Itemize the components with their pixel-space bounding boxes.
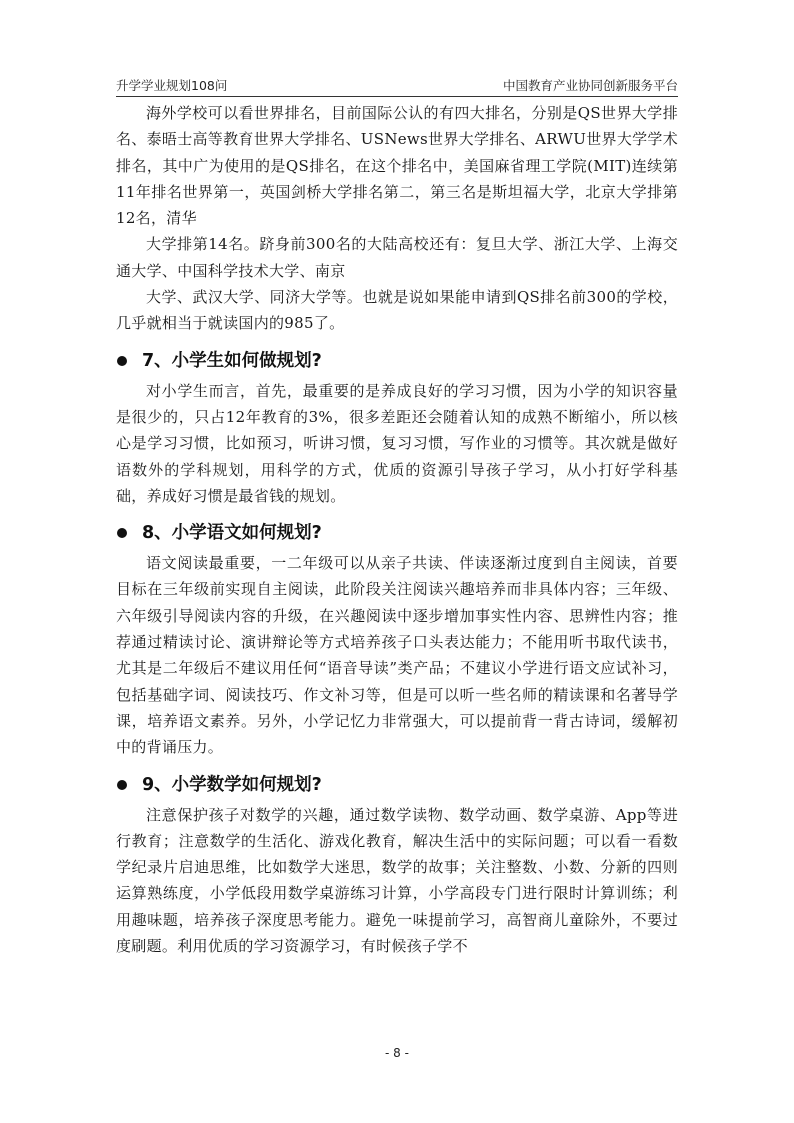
- intro-paragraph: 大学排第14名。跻身前300名的大陆高校还有：复旦大学、浙江大学、上海交通大学、中国科学技术大学、南京: [116, 235, 678, 280]
- section-paragraph-7: 对小学生而言，首先，最重要的是养成良好的学习习惯，因为小学的知识容量是很少的，只占12年教育的3%，很多差距还会随着认知的成熟不断缩小，所以核心是学习习惯，比如预习，听讲习惯，复习习惯，写作业的习惯等。其次就是做好语数外的学科规划，用科学的方式，优质的资源引导孩子学习，从小打好学科基础，养成好习惯是最省钱的规划。: [116, 381, 678, 505]
- section-heading-8: [116, 519, 678, 547]
- header-left-title: 升学学业规划108问: [116, 78, 228, 93]
- section-paragraph-9: 注意保护孩子对数学的兴趣，通过数学读物、数学动画、数学桌游、App等进行教育；注意数学的生活化、游戏化教育，解决生活中的实际问题；可以看一看数学纪录片启迪思维，比如数学大迷思，数学的故事；关注整数、小数、分新的四则运算熟练度，小学低段用数学桌游练习计算，小学高段专门进行限时计算训练；利用趣味题，培养孩子深度思考能力。避免一味提前学习，高智商儿童除外，不要过度刷题。利用优质的学习资源学习，有时候孩子学不: [116, 805, 678, 956]
- page-number: - 8 -: [385, 1046, 409, 1060]
- section-paragraph-8: 语文阅读最重要，一二年级可以从亲子共读、伴读逐渐过度到自主阅读，首要目标在三年级前实现自主阅读，此阶段关注阅读兴趣培养而非具体内容；三年级、六年级引导阅读内容的升级，在兴趣阅读中逐步增加事实性内容、思辨性内容；推荐通过精读讨论、演讲辩论等方式培养孩子口头表达能力；不能用听书取代读书，尤其是二年级后不建议用任何“语音导读”类产品；不建议小学进行语文应试补习，包括基础字词、阅读技巧、作文补习等，但是可以听一些名师的精读课和名著导学课，培养语文素养。另外，小学记忆力非常强大，可以提前背一背古诗词，缓解初中的背诵压力。: [116, 554, 678, 757]
- section-heading-text: 9、小学数学如何规划?: [142, 774, 322, 795]
- intro-paragraph: 大学、武汉大学、同济大学等。也就是说如果能申请到QS排名前300的学校，几乎就相当于就读国内的985了。: [116, 288, 678, 333]
- section-heading-text: 7、小学生如何做规划?: [142, 350, 322, 371]
- page-header: [116, 74, 678, 97]
- section-heading-text: 8、小学语文如何规划?: [142, 523, 322, 544]
- section-heading-9: [116, 771, 678, 799]
- page-body: [116, 100, 678, 959]
- bullet-icon: [117, 356, 127, 366]
- bullet-icon: [117, 528, 127, 538]
- intro-paragraph: 海外学校可以看世界排名，目前国际公认的有四大排名，分别是QS世界大学排名、泰晤士高等教育世界大学排名、USNews世界大学排名、ARWU世界大学学术排名，其中广为使用的是QS排名，在这个排名中，美国麻省理工学院(MIT)连续第11年排名世界第一，英国剑桥大学排名第二，第三名是斯坦福大学，北京大学排第12名，清华: [116, 104, 679, 228]
- header-right-title: 中国教育产业协同创新服务平台: [502, 78, 678, 93]
- bullet-icon: [117, 780, 127, 790]
- section-heading-7: [116, 347, 678, 375]
